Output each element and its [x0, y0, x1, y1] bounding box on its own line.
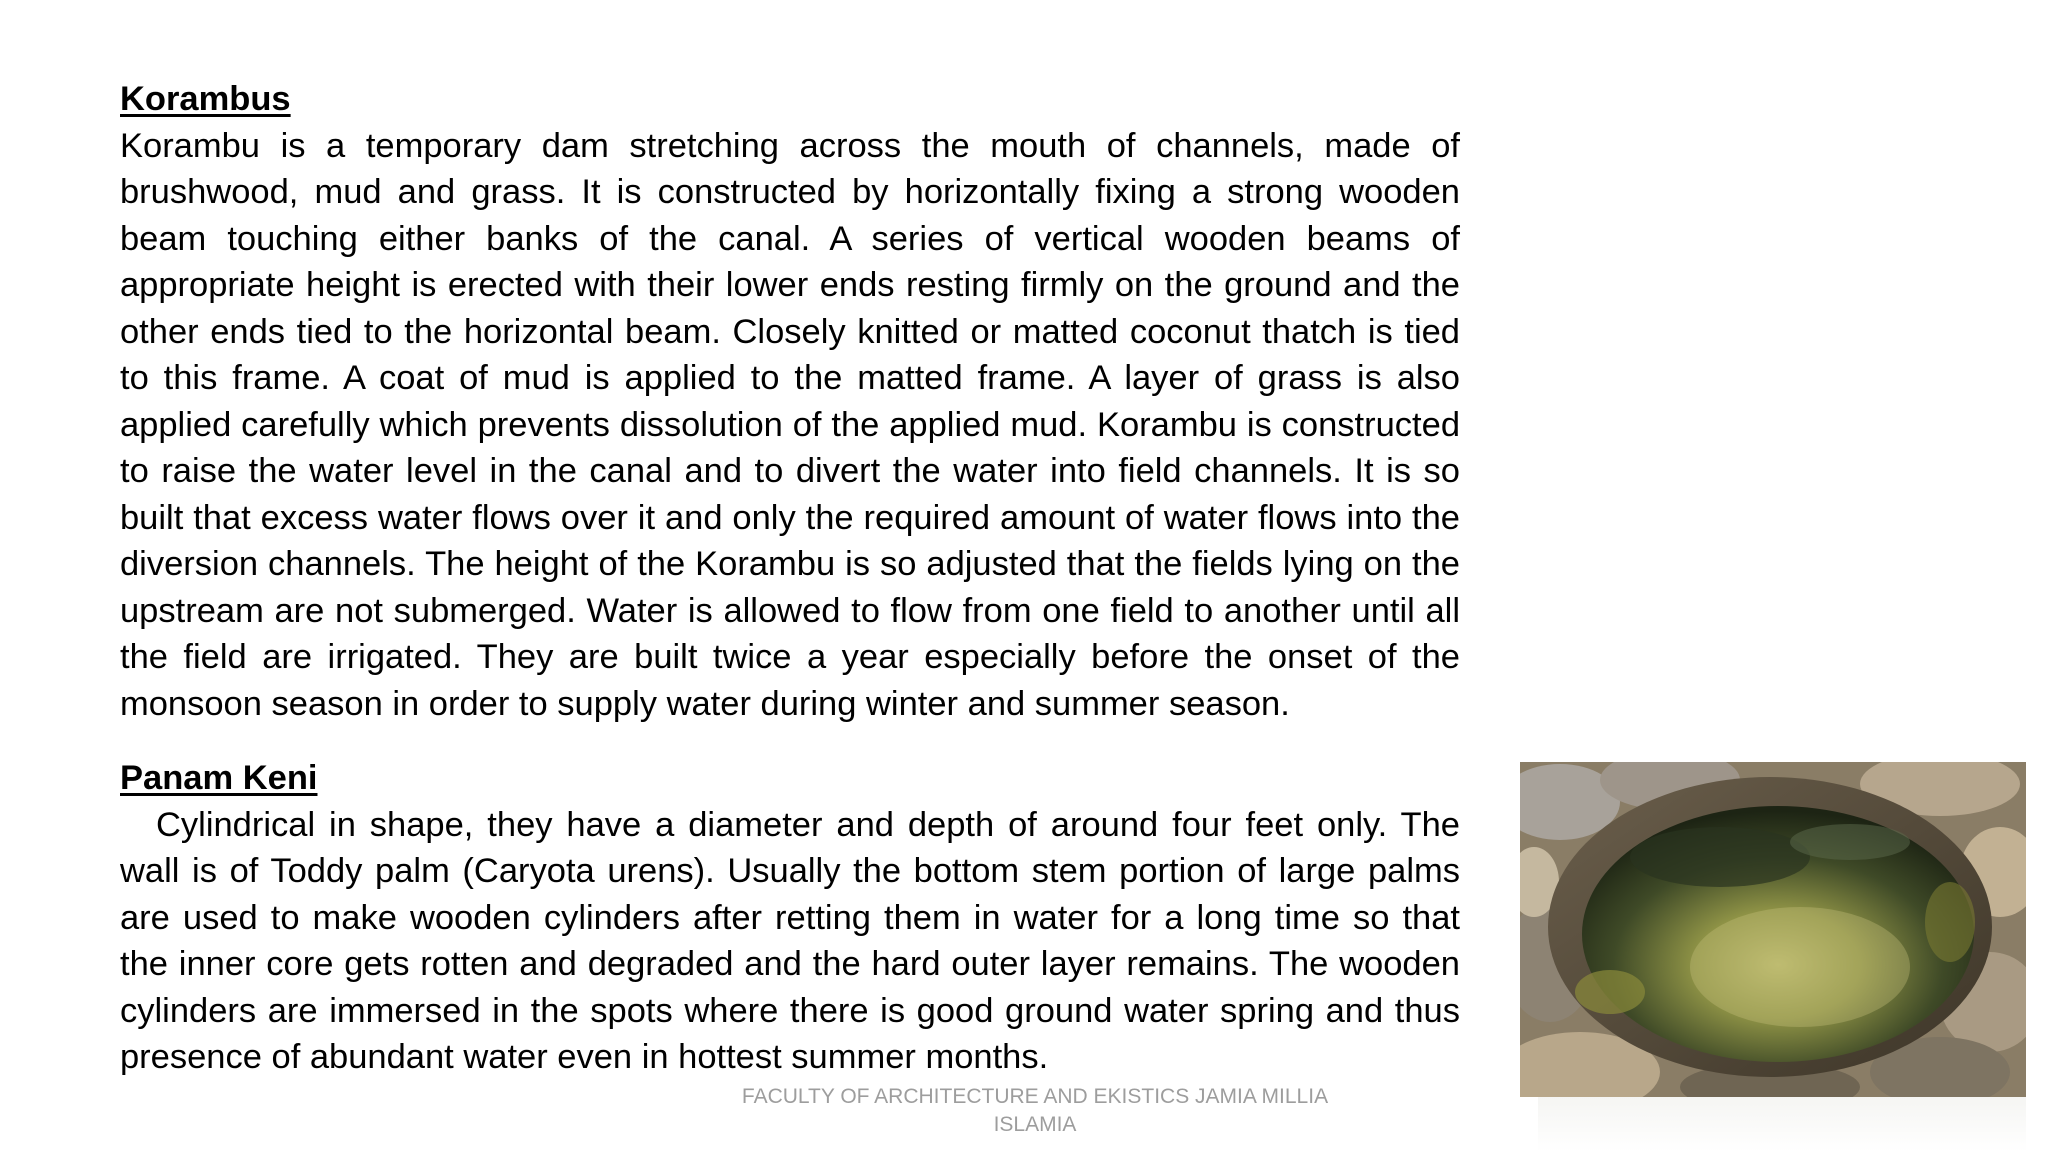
footer-text: FACULTY OF ARCHITECTURE AND EKISTICS JAMIA MILLIA ISLAMIA [741, 1085, 1329, 1136]
panam-keni-paragraph: Cylindrical in shape, they have a diameter and depth of around four feet only. The wall is of Toddy palm (Caryota urens). Usually the bottom stem portion of large palms are used to make wooden cylinders after retting them in water for a long time so that the inner core gets rotten and degraded and the hard outer layer remains. The wooden cylinders are immersed in the spots where there is good ground water spring and thus presence of abundant water even in hottest summer months. [120, 805, 1460, 1076]
korambus-paragraph: Korambu is a temporary dam stretching across the mouth of channels, made of brushwood, mud and grass. It is constructed by horizontally fixing a strong wooden beam touching either banks of the canal. A series of vertical wooden beams of appropriate height is erected with their lower ends resting firmly on the ground and the other ends tied to the horizontal beam. Closely knitted or matted coconut thatch is tied to this frame. A coat of mud is applied to the matted frame. A layer of grass is also applied carefully which prevents dissolution of the applied mud. Korambu is constructed to raise the water level in the canal and to divert the water into field channels. It is so built that excess water flows over it and only the required amount of water flows into the diversion channels. The height of the Korambu is so adjusted that the fields lying on the upstream are not submerged. Water is allowed to flow from one field to another until all the field are irrigated. They are built twice a year especially before the onset of the monsoon season in order to supply water during winter and summer season. [120, 126, 1460, 723]
content-text-block [120, 76, 1460, 1081]
photo-shadow [1538, 1097, 2026, 1152]
section-spacer [120, 727, 1460, 755]
korambus-heading: Korambus [120, 80, 291, 118]
panam-keni-photo [1520, 762, 2026, 1097]
panam-keni-heading: Panam Keni [120, 759, 318, 797]
